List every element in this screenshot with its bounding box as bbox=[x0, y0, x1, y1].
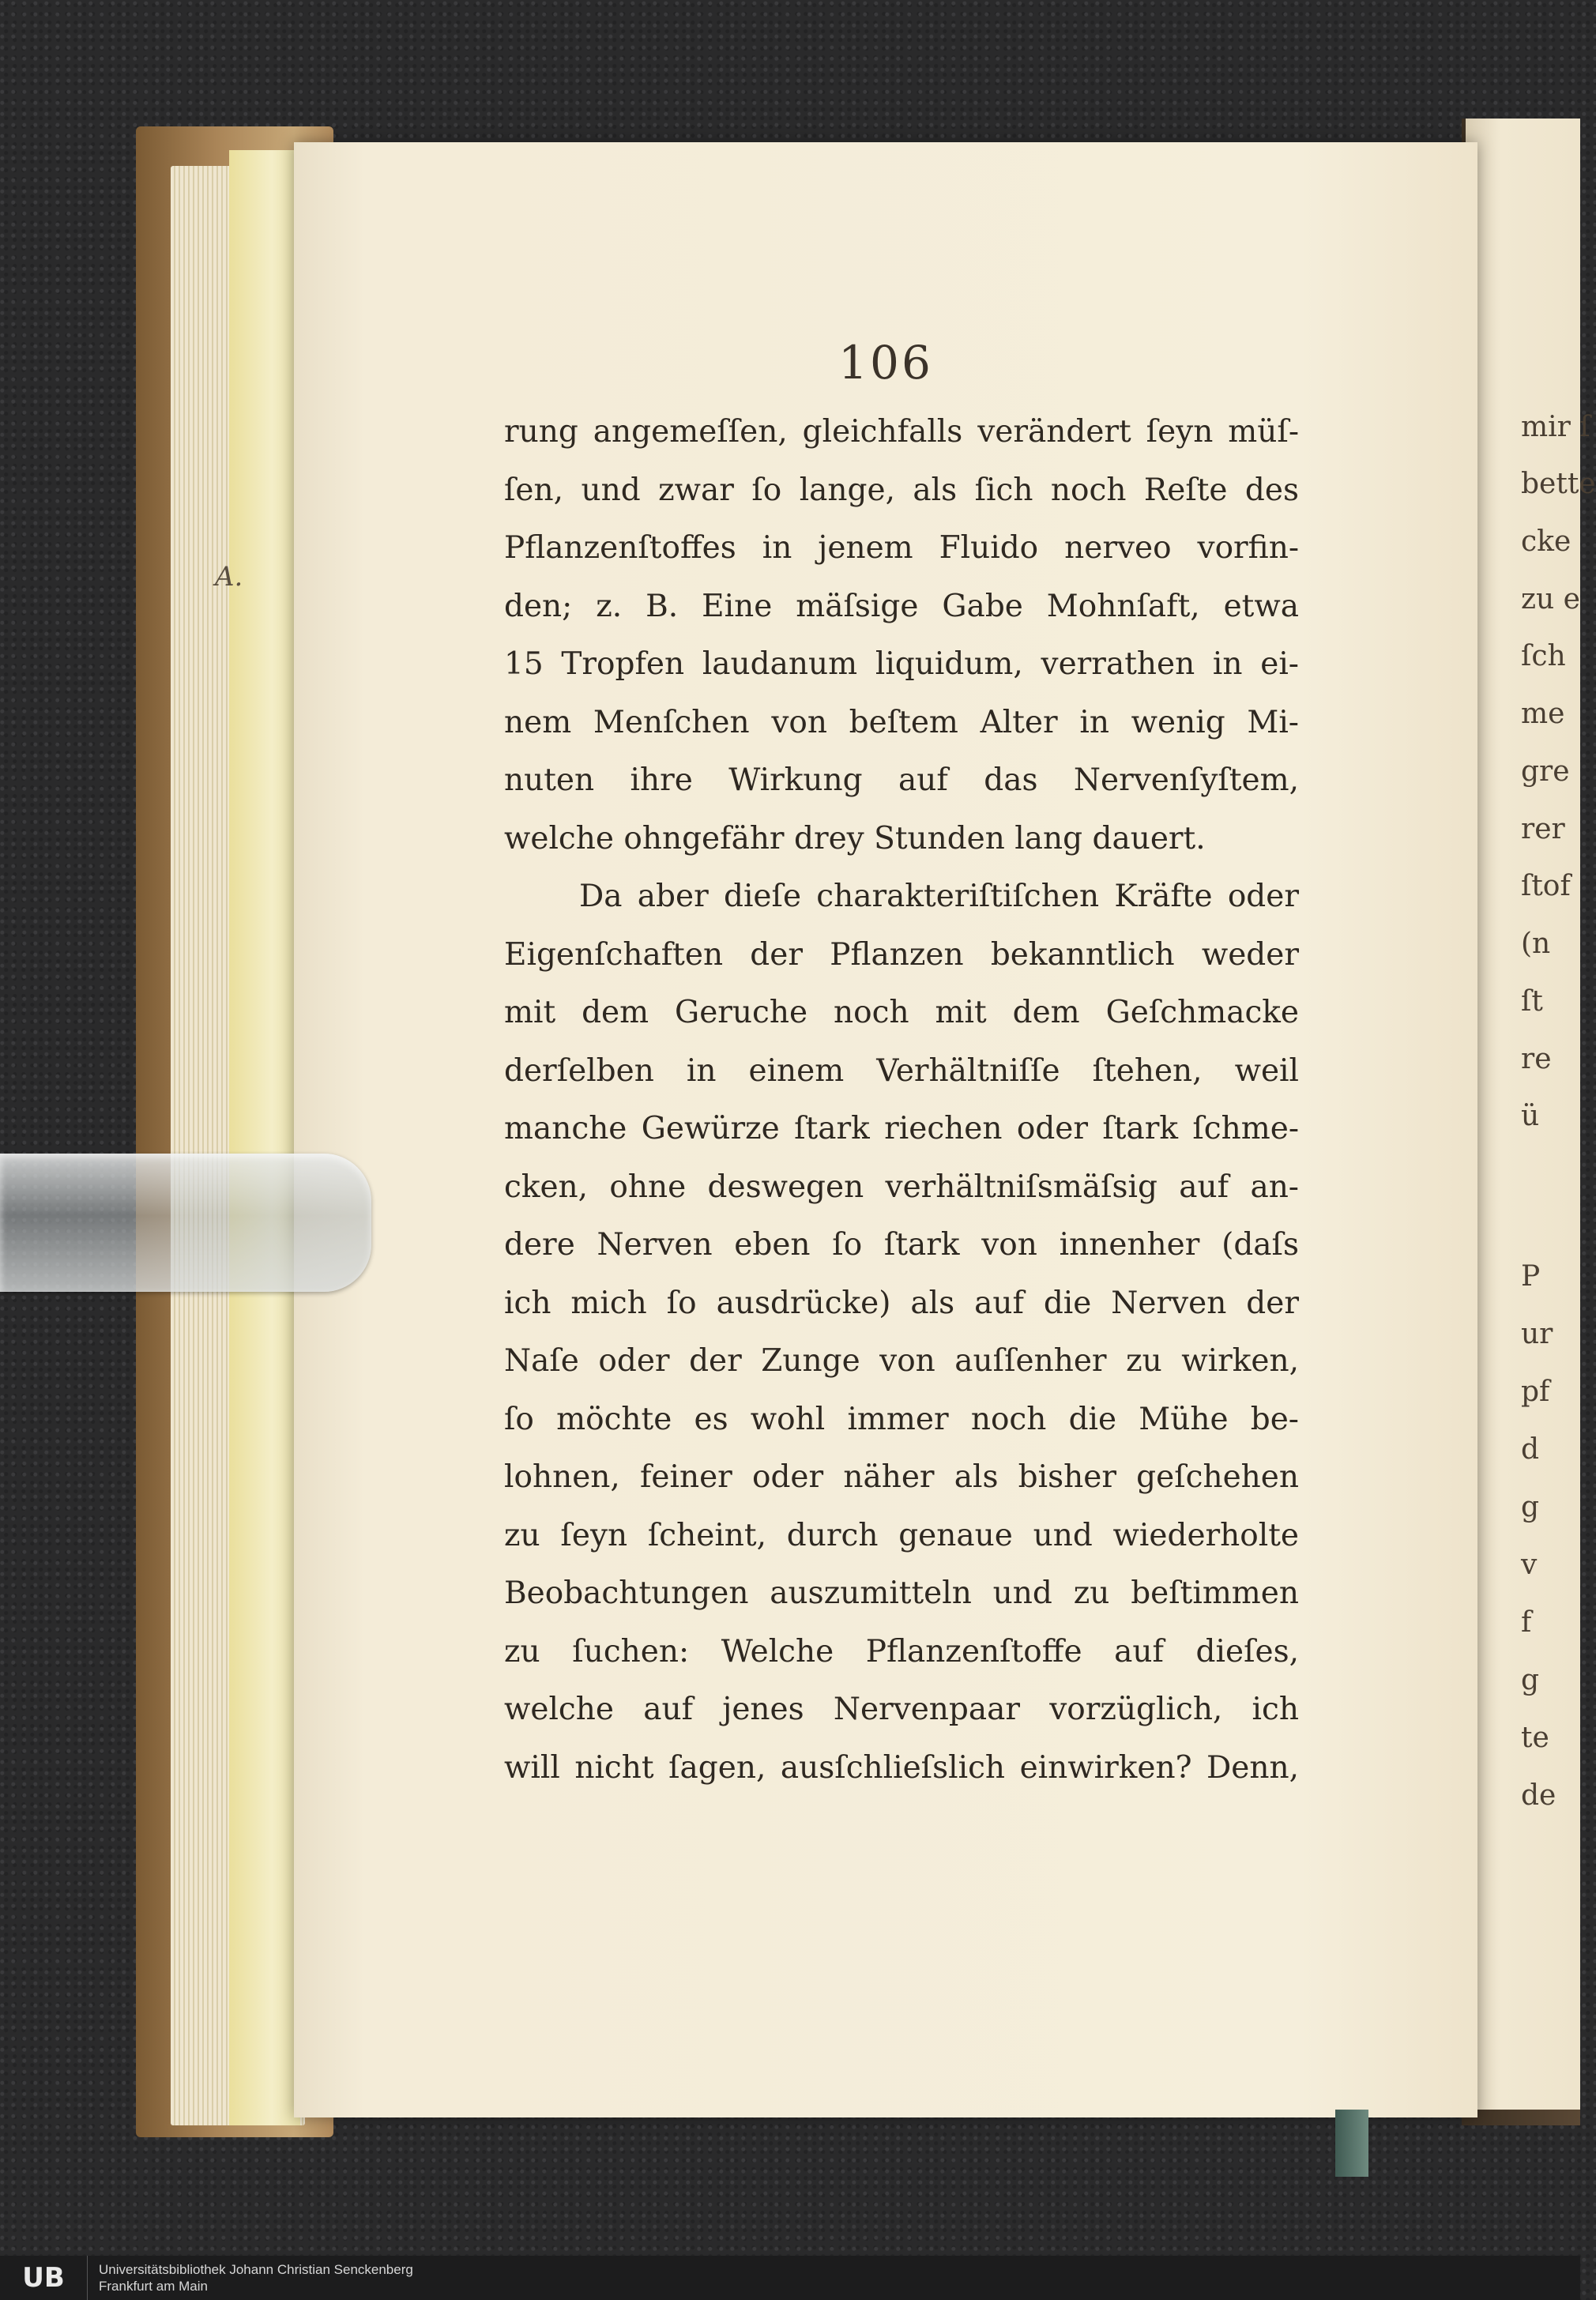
text-line: lohnen, feiner oder näher als bisher geſchehen bbox=[504, 1459, 1299, 1495]
text-line: manche Gewürze ſtark riechen oder ſtark ſchme- bbox=[504, 1111, 1299, 1146]
text-line: Beobachtungen auszumitteln und zu beſtimmen bbox=[504, 1575, 1299, 1611]
page-clip bbox=[0, 1154, 371, 1292]
next-page-line: ſt bbox=[1521, 985, 1543, 1018]
page-number: 106 bbox=[838, 336, 933, 390]
next-page-line: me bbox=[1521, 698, 1565, 730]
footer-credit bbox=[99, 2261, 413, 2294]
next-page-fragment bbox=[1466, 119, 1596, 2110]
next-page-line: mir ſ bbox=[1521, 411, 1590, 443]
text-line: cken, ohne deswegen verhältniſsmäſsig auf an- bbox=[504, 1169, 1299, 1205]
text-line: ſen, und zwar ſo lange, als ſich noch Reſte des bbox=[504, 472, 1299, 508]
next-page-line: cke bbox=[1521, 525, 1572, 558]
next-page-line: d bbox=[1521, 1433, 1540, 1466]
next-page-line: ſch bbox=[1521, 640, 1566, 672]
next-page-line: g bbox=[1521, 1664, 1540, 1696]
text-line: mit dem Geruche noch mit dem Geſchmacke bbox=[504, 995, 1299, 1030]
next-page-line: ü bbox=[1521, 1100, 1540, 1132]
text-line: zu ſeyn ſcheint, durch genaue und wiederholte bbox=[504, 1517, 1299, 1553]
next-page-line: bette bbox=[1521, 468, 1596, 500]
text-line: 15 Tropfen laudanum liquidum, verrathen in ei- bbox=[504, 646, 1299, 682]
next-page-line: P bbox=[1521, 1260, 1541, 1293]
page-edge bbox=[229, 150, 300, 2125]
footer-line-1: Universitätsbibliothek Johann Christian Senckenberg bbox=[99, 2262, 413, 2277]
text-line: Pflanzenſtoffes in jenem Fluido nerveo vorfin- bbox=[504, 530, 1299, 566]
text-line: nem Menſchen von beſtem Alter in wenig Mi- bbox=[504, 704, 1299, 740]
text-line: Naſe oder der Zunge von auſſenher zu wirken, bbox=[504, 1343, 1299, 1379]
text-line: rung angemeſſen, gleichfalls verändert ſeyn müſ- bbox=[504, 414, 1299, 450]
text-line: Da aber dieſe charakteriſtiſchen Kräfte oder bbox=[579, 879, 1299, 914]
text-line: den; z. B. Eine mäſsige Gabe Mohnſaft, etwa bbox=[504, 588, 1299, 624]
text-line: dere Nerven eben ſo ſtark von innenher (daſs bbox=[504, 1227, 1299, 1263]
page-text bbox=[504, 403, 1299, 1797]
text-line: zu ſuchen: Welche Pflanzenſtoffe auf dieſes, bbox=[504, 1633, 1299, 1669]
next-page-line: de bbox=[1521, 1779, 1556, 1812]
next-page-line: g bbox=[1521, 1491, 1540, 1523]
next-page-line: te bbox=[1521, 1722, 1549, 1754]
next-page-line: rer bbox=[1521, 813, 1565, 845]
text-line: ſo möchte es wohl immer noch die Mühe be- bbox=[504, 1401, 1299, 1437]
text-line: nuten ihre Wirkung auf das Nervenſyſtem, bbox=[504, 762, 1299, 798]
next-page-line: f bbox=[1521, 1606, 1532, 1639]
footer-line-2: Frankfurt am Main bbox=[99, 2279, 208, 2294]
ub-logo: UB bbox=[0, 2256, 88, 2300]
bookmark-ribbon bbox=[1335, 2110, 1368, 2177]
next-page-line: re bbox=[1521, 1043, 1552, 1075]
footer-bar bbox=[0, 2256, 1580, 2300]
next-page-line: pf bbox=[1521, 1376, 1550, 1408]
next-page-line: (n bbox=[1521, 928, 1551, 960]
text-line: Eigenſchaften der Pflanzen bekanntlich weder bbox=[504, 936, 1299, 973]
next-page-line: v bbox=[1521, 1549, 1538, 1581]
text-line: will nicht ſagen, ausſchlieſslich einwirken? Denn, bbox=[504, 1749, 1299, 1786]
next-page-line: gre bbox=[1521, 755, 1570, 788]
text-line: ich mich ſo ausdrücke) als auf die Nerven der bbox=[504, 1285, 1299, 1321]
next-page-line: ſtof bbox=[1521, 870, 1571, 902]
margin-annotation: A. bbox=[215, 561, 243, 593]
text-line: welche auf jenes Nervenpaar vorzüglich, ich bbox=[504, 1692, 1299, 1727]
next-page-line: zu e bbox=[1521, 583, 1580, 615]
next-page-line: ur bbox=[1521, 1318, 1553, 1350]
text-line: welche ohngefähr drey Stunden lang dauert. bbox=[504, 820, 1206, 856]
text-line: derſelben in einem Verhältniſſe ſtehen, weil bbox=[504, 1052, 1299, 1089]
